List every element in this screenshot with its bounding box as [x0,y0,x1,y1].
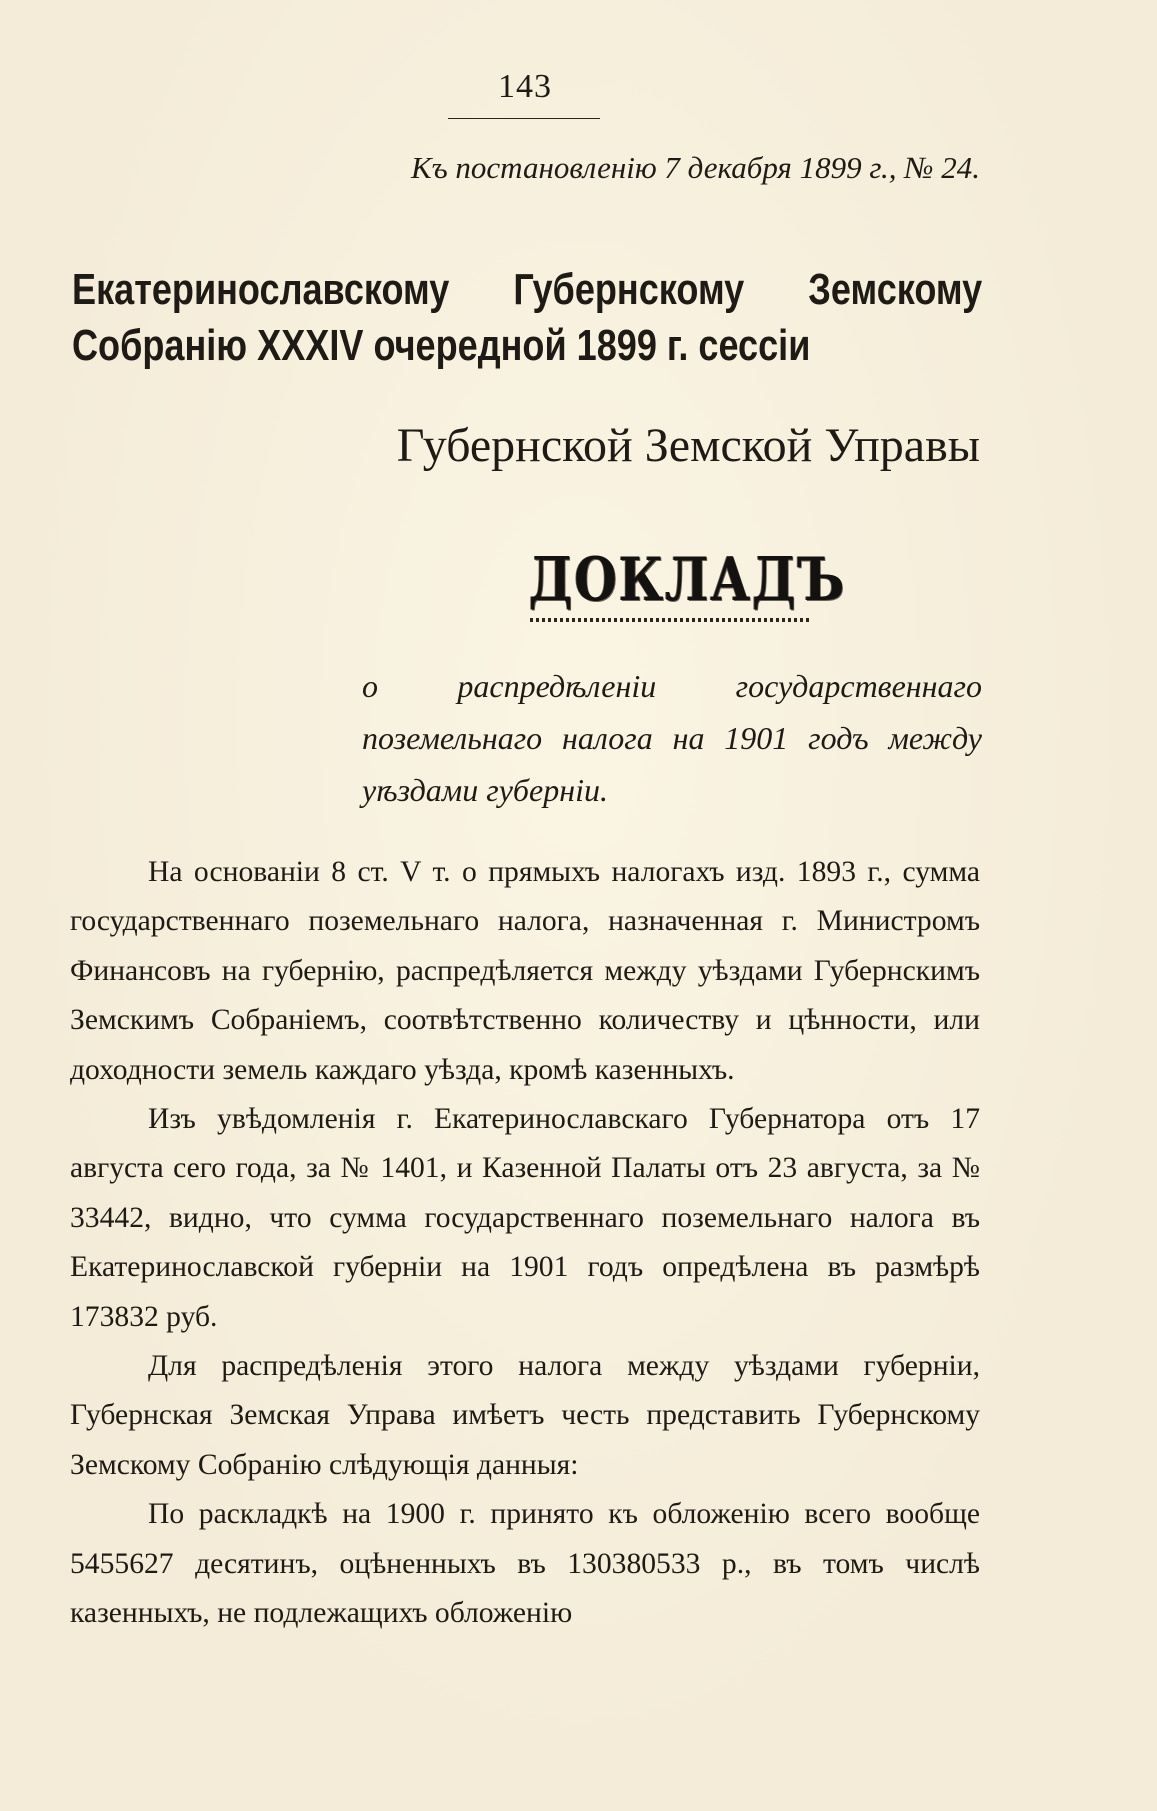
paragraph: Изъ увѣдомленія г. Екатеринославскаго Губернатора отъ 17 августа сего года, за № 1401, и Казенной Палаты отъ 23 августа, за № 33442, видно, что сумма государственнаго поземельнаго налога въ Екатеринославской губерніи на 1901 годъ опредѣлена въ размѣрѣ 173832 руб. [70,1103,980,1333]
report-title: ДОКЛАДЪ [528,545,847,615]
addressee-heading: Екатеринославскому Губернскому Земскому Собранію XXXIV очередной 1899 г. сессіи [72,265,983,370]
resolution-reference: Къ постановленію 7 декабря 1899 г., № 24. [411,150,980,185]
body-text [70,848,980,1639]
report-title-underline [530,618,810,622]
board-heading: Губернской Земской Управы [396,419,980,472]
paragraph: На основаніи 8 ст. V т. о прямыхъ налогахъ изд. 1893 г., сумма государственнаго поземельнаго налога, назначенная г. Министромъ Финансовъ на губернію, распредѣляется между уѣздами Губернскимъ Земскимъ Собраніемъ, соотвѣтственно количеству и цѣнности, или доходности земель каждаго уѣзда, кромѣ казенныхъ. [70,856,980,1086]
report-subject: о распредѣленіи государственнаго поземельнаго налога на 1901 годъ между уѣздами губерніи. [362,668,982,808]
page-number: 143 [498,68,552,105]
paragraph: Для распредѣленія этого налога между уѣздами губерніи, Губернская Земская Управа имѣетъ честь представить Губернскому Земскому Собранію слѣдующія данныя: [70,1350,980,1481]
paragraph: По раскладкѣ на 1900 г. принято къ обложенію всего вообще 5455627 десятинъ, оцѣненныхъ въ 130380533 р., въ томъ числѣ казенныхъ, не подлежащихъ обложенію [70,1498,980,1630]
page-number-rule [448,118,600,119]
